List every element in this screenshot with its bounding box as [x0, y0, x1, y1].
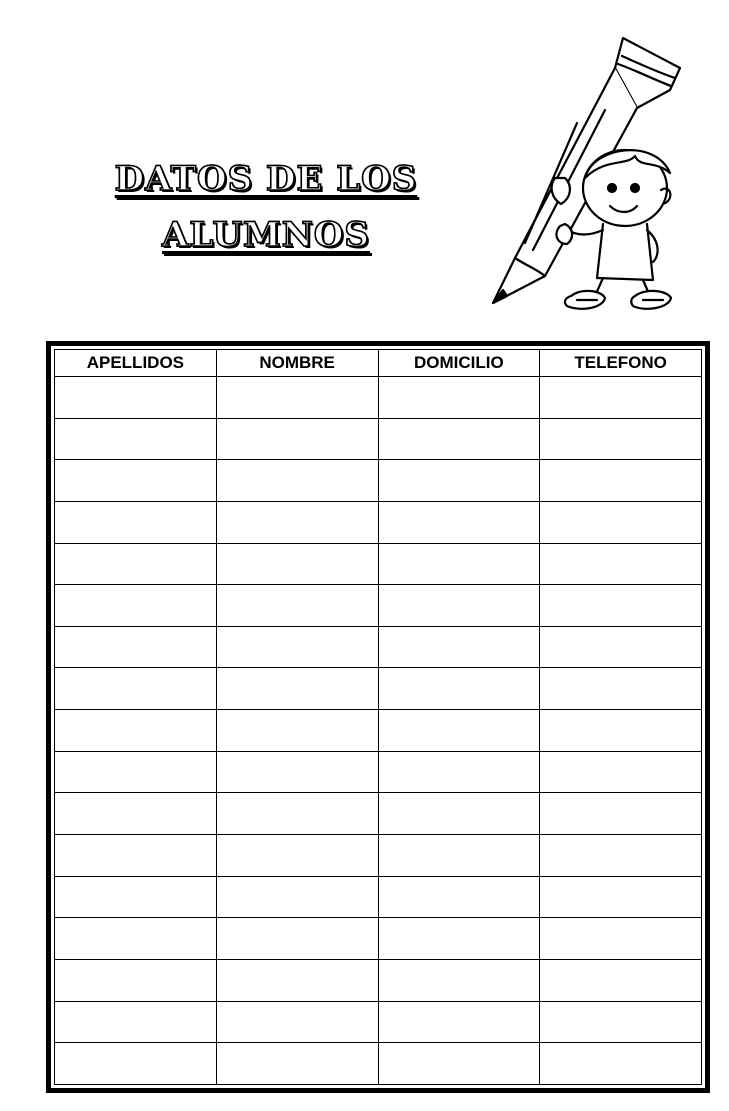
- boy-holding-giant-pencil-icon: [485, 28, 695, 323]
- table-cell: [216, 835, 378, 877]
- table-cell: [216, 1043, 378, 1085]
- table-row: [55, 377, 702, 419]
- table-cell: [216, 585, 378, 627]
- column-header-nombre: NOMBRE: [216, 350, 378, 377]
- table-row: [55, 543, 702, 585]
- table-cell: [540, 626, 702, 668]
- table-cell: [378, 710, 540, 752]
- table-cell: [378, 1001, 540, 1043]
- table-cell: [378, 959, 540, 1001]
- table-cell: [378, 501, 540, 543]
- table-row: [55, 959, 702, 1001]
- table-row: [55, 585, 702, 627]
- table-cell: [216, 377, 378, 419]
- table-cell: [55, 1043, 217, 1085]
- table-cell: [55, 668, 217, 710]
- table-cell: [540, 460, 702, 502]
- table-cell: [55, 751, 217, 793]
- table-cell: [216, 793, 378, 835]
- column-header-domicilio: DOMICILIO: [378, 350, 540, 377]
- table-row: [55, 668, 702, 710]
- table-row: [55, 418, 702, 460]
- table-row: [55, 751, 702, 793]
- table-cell: [216, 876, 378, 918]
- table-cell: [216, 543, 378, 585]
- table-row: [55, 501, 702, 543]
- table-cell: [378, 1043, 540, 1085]
- table-cell: [540, 793, 702, 835]
- table-cell: [55, 710, 217, 752]
- table-cell: [540, 501, 702, 543]
- table-cell: [378, 626, 540, 668]
- student-data-table: [54, 349, 702, 1085]
- table-cell: [55, 876, 217, 918]
- table-cell: [378, 876, 540, 918]
- table-cell: [540, 1043, 702, 1085]
- table-cell: [540, 710, 702, 752]
- table-row: [55, 918, 702, 960]
- table-cell: [378, 377, 540, 419]
- table-cell: [55, 793, 217, 835]
- table-cell: [540, 835, 702, 877]
- table-cell: [216, 418, 378, 460]
- table-cell: [378, 543, 540, 585]
- table-cell: [55, 501, 217, 543]
- table-cell: [216, 501, 378, 543]
- table-cell: [216, 959, 378, 1001]
- table-cell: [378, 668, 540, 710]
- table-cell: [55, 959, 217, 1001]
- table-cell: [540, 585, 702, 627]
- table-cell: [55, 918, 217, 960]
- table-cell: [378, 793, 540, 835]
- page-title-line-2: ALUMNOS: [162, 214, 370, 255]
- table-cell: [540, 959, 702, 1001]
- table-cell: [55, 460, 217, 502]
- table-body: [55, 377, 702, 1085]
- table-row: [55, 626, 702, 668]
- table-cell: [55, 835, 217, 877]
- table-cell: [540, 543, 702, 585]
- table-cell: [540, 918, 702, 960]
- table-cell: [216, 751, 378, 793]
- table-cell: [540, 377, 702, 419]
- table-cell: [540, 418, 702, 460]
- column-header-telefono: TELEFONO: [540, 350, 702, 377]
- page-title: [80, 151, 452, 263]
- table-cell: [540, 1001, 702, 1043]
- table-cell: [55, 418, 217, 460]
- table-cell: [216, 918, 378, 960]
- table-cell: [216, 460, 378, 502]
- table-cell: [378, 835, 540, 877]
- table-cell: [55, 626, 217, 668]
- table-cell: [216, 668, 378, 710]
- table-cell: [55, 543, 217, 585]
- table-row: [55, 876, 702, 918]
- page-title-line-1: DATOS DE LOS: [114, 158, 418, 199]
- table-row: [55, 460, 702, 502]
- table-row: [55, 710, 702, 752]
- table-cell: [216, 710, 378, 752]
- table-cell: [378, 918, 540, 960]
- table-row: [55, 1043, 702, 1085]
- table-cell: [378, 418, 540, 460]
- student-data-table-frame: [46, 341, 710, 1093]
- table-cell: [55, 377, 217, 419]
- table-cell: [540, 668, 702, 710]
- table-cell: [378, 585, 540, 627]
- table-row: [55, 835, 702, 877]
- table-cell: [378, 460, 540, 502]
- table-cell: [216, 1001, 378, 1043]
- column-header-apellidos: APELLIDOS: [55, 350, 217, 377]
- table-header-row: [55, 350, 702, 377]
- table-cell: [540, 876, 702, 918]
- table-cell: [540, 751, 702, 793]
- table-row: [55, 1001, 702, 1043]
- table-cell: [55, 1001, 217, 1043]
- table-cell: [378, 751, 540, 793]
- table-cell: [216, 626, 378, 668]
- table-row: [55, 793, 702, 835]
- table-cell: [55, 585, 217, 627]
